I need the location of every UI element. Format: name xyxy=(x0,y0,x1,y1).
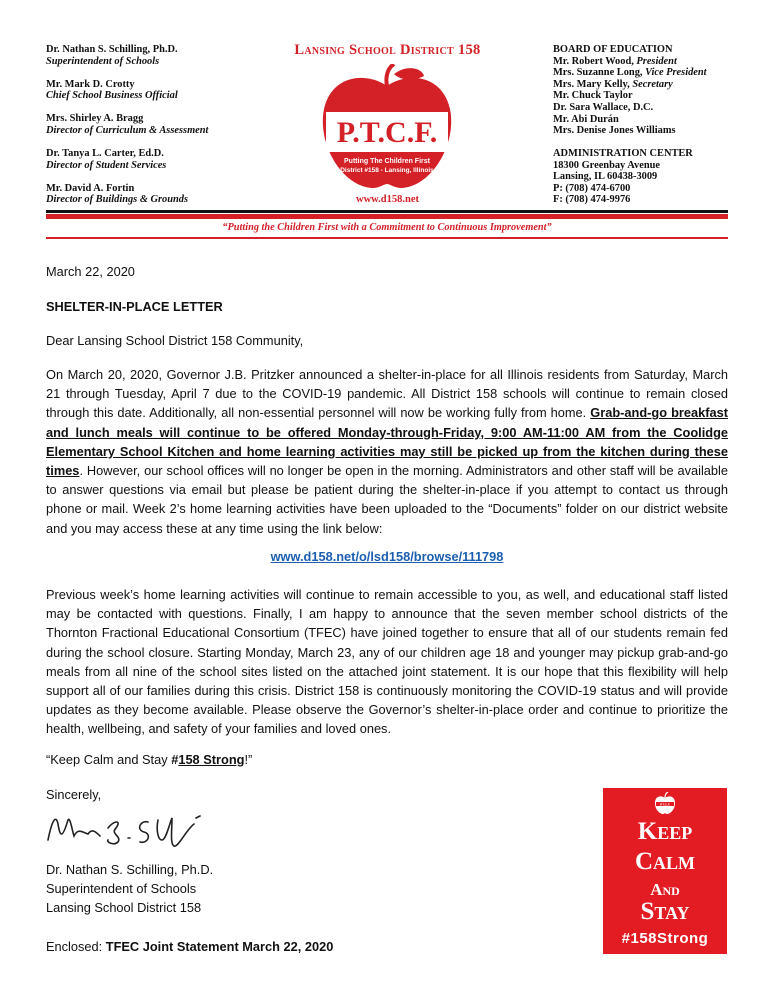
board-of-education xyxy=(553,44,753,137)
poster-line-keep: Keep xyxy=(637,818,693,845)
enclosure-line: Enclosed: TFEC Joint Statement March 22, 2020 xyxy=(46,939,334,954)
board-member: Mrs. Denise Jones Williams xyxy=(553,125,676,137)
letter-date: March 22, 2020 xyxy=(46,264,135,279)
poster-hashtag: #158Strong xyxy=(621,930,709,947)
meal-notice: Grab-and-go breakfast and lunch meals will continue to be offered Monday-through-Friday, 9:00 AM-11:00 AM from the Coolidge Elementary School Kitchen and home learning activities may still be picked up from the kitchen during these times xyxy=(46,405,728,479)
signatory-organization: Lansing School District 158 xyxy=(46,900,202,915)
logo-line-1: Putting The Children First xyxy=(344,158,430,165)
admin-phone: P: (708) 474-6700 xyxy=(553,182,631,194)
logo-line-2: District #158 - Lansing, Illinois xyxy=(340,167,434,174)
board-heading: BOARD OF EDUCATION xyxy=(553,44,673,55)
staff-person: Mr. David A. Fortin Director of Buildings & Grounds xyxy=(46,182,189,206)
admin-address-2: Lansing, IL 60438-3009 xyxy=(553,171,658,183)
keep-calm-poster xyxy=(603,788,727,954)
logo-initials: P.T.C.F. xyxy=(336,116,438,149)
apple-badge-icon xyxy=(653,792,677,816)
board-member: Mrs. Mary Kelly, Secretary xyxy=(553,78,673,90)
header-rule-red xyxy=(46,214,728,219)
letter-subject: SHELTER-IN-PLACE LETTER xyxy=(46,299,223,314)
header-rule-bottom xyxy=(46,237,728,239)
paragraph-2: Previous week’s home learning activities will continue to remain accessible to you, as well, and educational staff listed may be contacted with questions. Finally, I am happy to announce that the seven member school districts of the Thornton Fractional Educational Consortium (TFEC) have joined together to ensure that all of our students remain fed during the school closure. Starting Monday, March 23, any of our children age 18 and younger may pickup grab-and-go meals from all nine of the school sites listed on the attached joint statement. It is our hope that this flexibility will help support all of our families during this crisis. District 158 is continuously monitoring the COVID-19 status and will provide updates as they become available. Please observe the Governor’s shelter-in-place order and continue to prioritize the health, wellbeing, and safety of your families and loved ones. xyxy=(46,587,728,737)
learning-activities-link[interactable]: www.d158.net/o/lsd158/browse/111798 xyxy=(270,549,504,564)
staff-person: Dr. Nathan S. Schilling, Ph.D. Superintendent of Schools xyxy=(46,44,178,67)
district-motto: “Putting the Children First with a Commitment to Continuous Improvement” xyxy=(222,222,552,233)
signatory-title: Superintendent of Schools xyxy=(46,881,197,896)
closing-quote: “Keep Calm and Stay #158 Strong!” xyxy=(46,752,253,767)
board-member: Mr. Chuck Taylor xyxy=(553,90,633,102)
letter-salutation: Dear Lansing School District 158 Community, xyxy=(46,333,304,348)
poster-line-and: And xyxy=(650,880,680,899)
board-member: Dr. Sara Wallace, D.C. xyxy=(553,101,654,113)
board-member: Mr. Abi Durán xyxy=(553,113,619,125)
signature-text: Nathan S. Schilling xyxy=(44,810,53,811)
admin-fax: F: (708) 474-9976 xyxy=(553,194,631,206)
staff-directory xyxy=(46,44,286,217)
signature xyxy=(44,810,224,850)
staff-person: Mr. Mark D. Crotty Chief School Business Official xyxy=(46,78,178,102)
paragraph-1: On March 20, 2020, Governor J.B. Pritzker announced a shelter-in-place for all Illinois residents from Saturday, March 21 through Tuesday, April 7 due to the COVID-19 pandemic. All District 158 schools will continue to remain closed through this date. Additionally, all non-essential personnel will now be working fully from home. Grab-and-go breakfast and lunch meals will continue to be offered Monday-through-Friday, 9:00 AM-11:00 AM from the Coolidge Elementary School Kitchen and home learning activities may still be picked up from the kitchen during these times. However, our school offices will no longer be open in the morning. Administrators and other staff will be available to answer questions via email but please be patient during the shelter-in-place if you attempt to contact us through phone or mail. Week 2’s home learning activities have been uploaded to the “Documents” folder on our district website and you may access these at any time using the link below: xyxy=(46,367,728,536)
staff-person: Mrs. Shirley A. Bragg Director of Curriculum & Assessment xyxy=(46,113,209,136)
staff-person: Dr. Tanya L. Carter, Ed.D. Director of Student Services xyxy=(46,148,167,171)
header-rule-black xyxy=(46,210,728,213)
enclosed-document: TFEC Joint Statement March 22, 2020 xyxy=(105,939,334,954)
admin-heading: ADMINISTRATION CENTER xyxy=(553,148,693,159)
district-title: Lansing School District 158 xyxy=(294,42,481,58)
board-member: Mrs. Suzanne Long, Vice President xyxy=(553,67,707,79)
poster-line-stay: Stay xyxy=(640,898,690,925)
administration-center xyxy=(553,148,753,206)
poster-badge-text: P.T.C.F. xyxy=(659,802,671,807)
admin-address-1: 18300 Greenbay Avenue xyxy=(553,159,660,171)
sign-off: Sincerely, xyxy=(46,787,102,802)
ptcf-apple-logo xyxy=(312,64,462,194)
district-website[interactable]: www.d158.net xyxy=(355,194,419,205)
signatory-name: Dr. Nathan S. Schilling, Ph.D. xyxy=(46,862,214,877)
poster-line-calm: Calm xyxy=(634,848,696,875)
board-member: Mr. Robert Wood, President xyxy=(553,55,677,67)
